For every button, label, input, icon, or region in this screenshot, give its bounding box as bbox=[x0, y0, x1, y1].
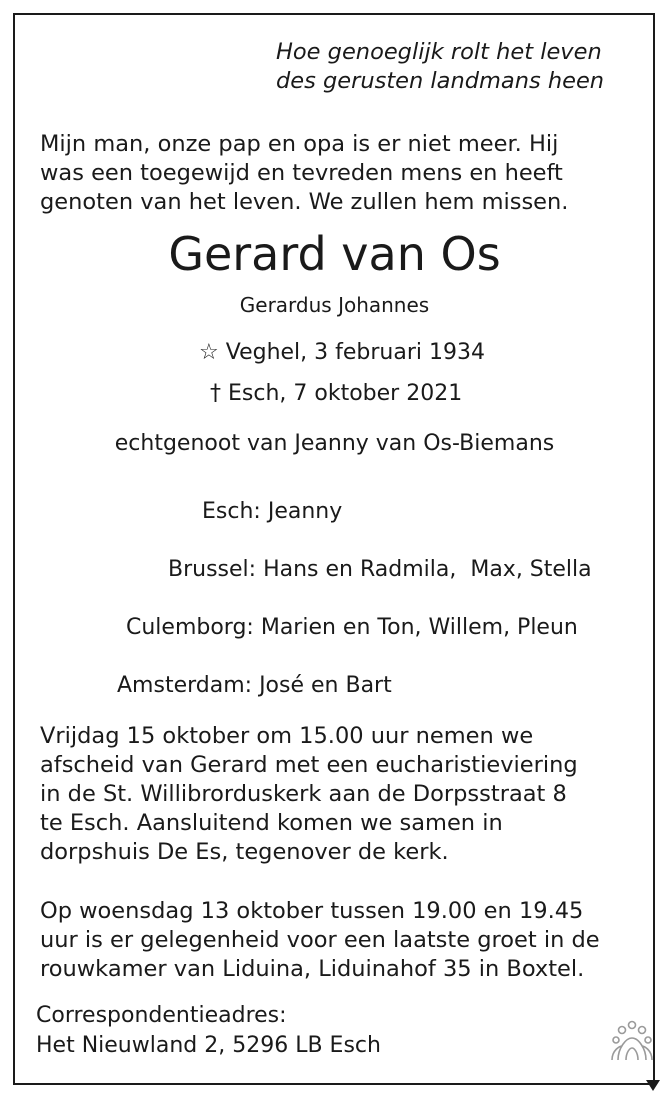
funeral-line: dorpshuis De Es, tegenover de kerk. bbox=[40, 839, 449, 865]
intro-line: Mijn man, onze pap en opa is er niet meer. Hij bbox=[40, 131, 559, 157]
given-names: Gerardus Johannes bbox=[239, 293, 430, 317]
family-names: Hans en Radmila, Max, Stella bbox=[263, 557, 592, 582]
visitation-line: Op woensdag 13 oktober tussen 19.00 en 19.45 bbox=[40, 898, 584, 924]
motto bbox=[276, 38, 604, 96]
family-entry bbox=[126, 613, 578, 643]
family-entry bbox=[117, 671, 392, 701]
star-icon: ☆ bbox=[199, 340, 219, 365]
intro-line: genoten van het leven. We zullen hem missen. bbox=[40, 189, 569, 215]
cross-icon: † bbox=[210, 381, 221, 406]
people-group-icon bbox=[608, 1018, 656, 1062]
death-line bbox=[210, 379, 462, 409]
funeral-line: te Esch. Aansluitend komen we samen in bbox=[40, 810, 503, 836]
family-place: Amsterdam: bbox=[117, 673, 253, 698]
family-place: Culemborg: bbox=[126, 615, 254, 640]
triangle-down-icon[interactable] bbox=[645, 1078, 661, 1092]
visitation-line: uur is er gelegenheid voor een laatste groet in de bbox=[40, 927, 600, 953]
motto-line: Hoe genoeglijk rolt het leven bbox=[276, 39, 602, 65]
family-names: Marien en Ton, Willem, Pleun bbox=[260, 615, 578, 640]
funeral-text bbox=[40, 722, 578, 867]
family-names: José en Bart bbox=[259, 673, 392, 698]
family-place: Esch: bbox=[202, 499, 261, 524]
correspondence-label: Correspondentieadres: bbox=[36, 1003, 287, 1028]
funeral-line: Vrijdag 15 oktober om 15.00 uur nemen we bbox=[40, 723, 534, 749]
intro-line: was een toegewijd en tevreden mens en heeft bbox=[40, 160, 563, 186]
birth-line bbox=[199, 338, 485, 368]
family-entry bbox=[202, 497, 342, 527]
correspondence bbox=[36, 1001, 381, 1061]
death-details: Esch, 7 oktober 2021 bbox=[228, 381, 463, 406]
motto-line: des gerusten landmans heen bbox=[276, 68, 605, 94]
deceased-name: Gerard van Os bbox=[168, 227, 501, 281]
family-place: Brussel: bbox=[168, 557, 257, 582]
intro-text bbox=[40, 130, 568, 217]
visitation-text bbox=[40, 897, 600, 984]
spouse-line: echtgenoot van Jeanny van Os-Biemans bbox=[114, 431, 555, 456]
birth-details: Veghel, 3 februari 1934 bbox=[225, 340, 485, 365]
funeral-line: afscheid van Gerard met een eucharistieviering bbox=[40, 752, 578, 778]
funeral-line: in de St. Willibrorduskerk aan de Dorpsstraat 8 bbox=[40, 781, 567, 807]
family-entry bbox=[168, 555, 592, 585]
correspondence-address: Het Nieuwland 2, 5296 LB Esch bbox=[36, 1033, 381, 1058]
visitation-line: rouwkamer van Liduina, Liduinahof 35 in Boxtel. bbox=[40, 956, 585, 982]
family-names: Jeanny bbox=[267, 499, 343, 524]
